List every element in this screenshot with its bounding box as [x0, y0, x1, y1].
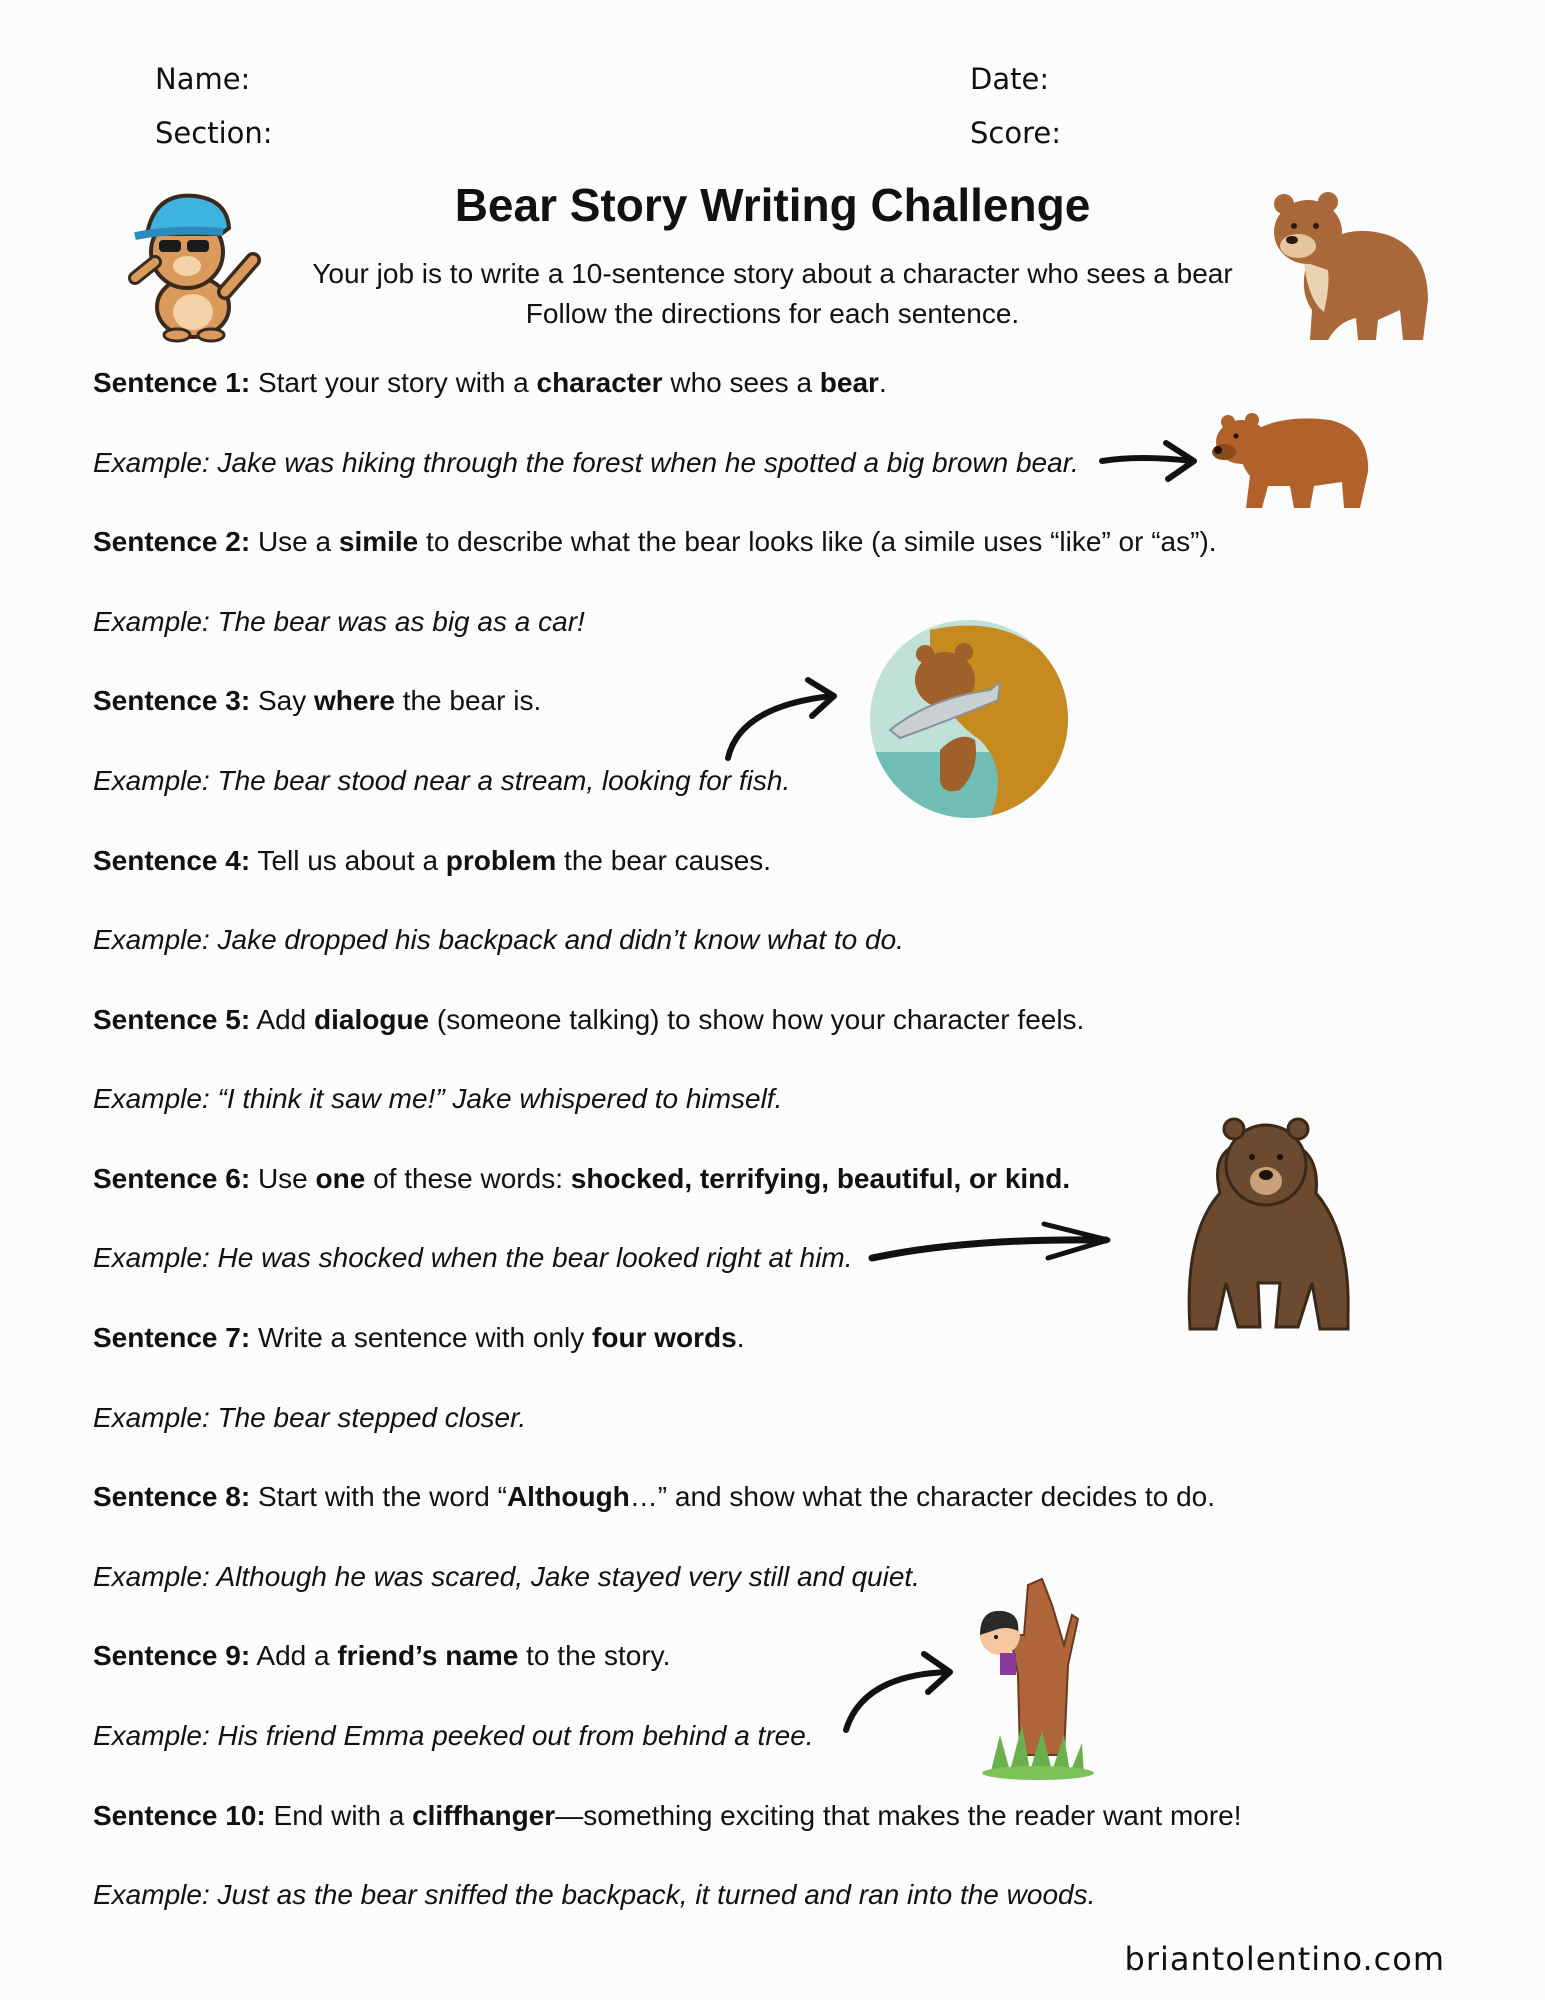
example-5: Example: “I think it saw me!” Jake whispered to himself.: [93, 1083, 783, 1114]
page-title: Bear Story Writing Challenge: [454, 179, 1091, 231]
intro-line-1: Your job is to write a 10-sentence story about a character who sees a bear: [312, 258, 1233, 289]
sentence-4: Sentence 4: Tell us about a problem the bear causes.: [93, 845, 772, 876]
long-arrow-icon: [868, 1220, 1113, 1270]
curved-arrow-icon: [720, 676, 845, 761]
sentence-10: Sentence 10: End with a cliffhanger—something exciting that makes the reader want more!: [93, 1800, 1242, 1831]
example-9: Example: His friend Emma peeked out from behind a tree.: [93, 1720, 814, 1751]
standing-bear-icon: [1180, 1113, 1355, 1335]
sentence-7: Sentence 7: Write a sentence with only four words.: [93, 1322, 745, 1353]
sentence-9: Sentence 9: Add a friend’s name to the story.: [93, 1640, 671, 1671]
girl-behind-tree-icon: [970, 1575, 1100, 1780]
example-8: Example: Although he was scared, Jake stayed very still and quiet.: [93, 1561, 920, 1592]
example-7: Example: The bear stepped closer.: [93, 1402, 527, 1433]
sitting-bear-icon: [1268, 190, 1433, 342]
example-10: Example: Just as the bear sniffed the backpack, it turned and ran into the woods.: [93, 1879, 1096, 1910]
date-label: Date:: [970, 62, 1050, 96]
example-6: Example: He was shocked when the bear looked right at him.: [93, 1242, 853, 1273]
sentence-6: Sentence 6: Use one of these words: shocked, terrifying, beautiful, or kind.: [93, 1163, 1071, 1194]
sentence-2: Sentence 2: Use a simile to describe what the bear looks like (a simile uses “like” or “as”).: [93, 526, 1217, 557]
example-1: Example: Jake was hiking through the forest when he spotted a big brown bear.: [93, 447, 1079, 478]
name-label: Name:: [155, 62, 251, 96]
intro-line-2: Follow the directions for each sentence.: [525, 298, 1020, 329]
example-2: Example: The bear was as big as a car!: [93, 606, 585, 637]
footer-website: briantolentino.com: [1124, 1940, 1445, 1978]
walking-bear-icon: [1210, 402, 1375, 512]
cartoon-bear-icon: [125, 182, 265, 342]
score-label: Score:: [970, 116, 1061, 150]
arrow-right-icon: [1100, 435, 1200, 485]
bear-fishing-icon: [870, 620, 1068, 818]
section-label: Section:: [155, 116, 273, 150]
sentence-8: Sentence 8: Start with the word “Although…” and show what the character decides to do.: [93, 1481, 1215, 1512]
sentence-1: Sentence 1: Start your story with a character who sees a bear.: [93, 367, 887, 398]
curved-arrow-icon: [838, 1650, 958, 1735]
sentence-5: Sentence 5: Add dialogue (someone talking) to show how your character feels.: [93, 1004, 1085, 1035]
sentence-3: Sentence 3: Say where the bear is.: [93, 685, 542, 716]
example-3: Example: The bear stood near a stream, looking for fish.: [93, 765, 791, 796]
example-4: Example: Jake dropped his backpack and didn’t know what to do.: [93, 924, 904, 955]
